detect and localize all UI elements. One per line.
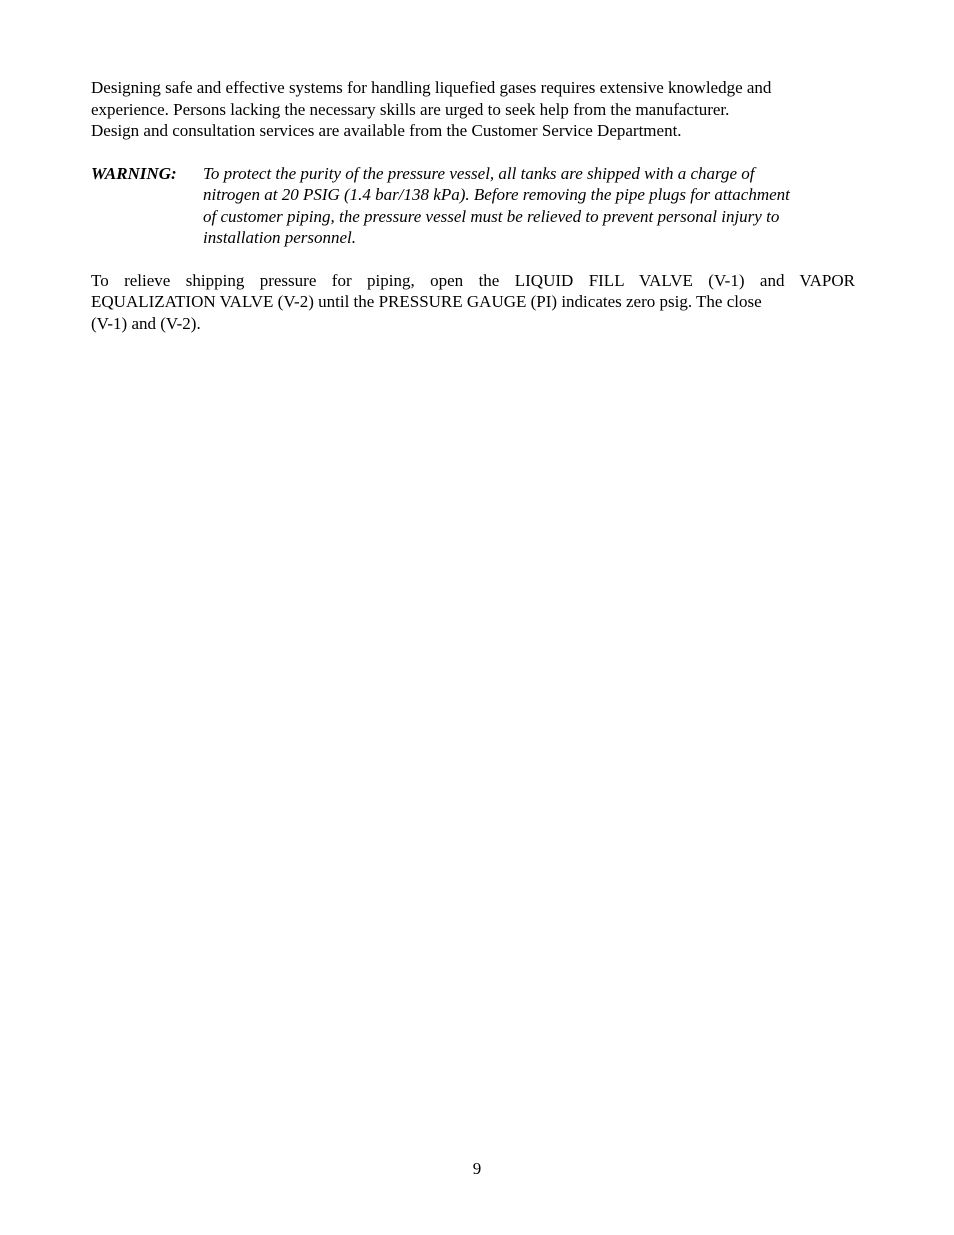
- intro-line: experience. Persons lacking the necessary skills are urged to seek help from the manufacturer.: [91, 99, 730, 119]
- warning-block: [91, 163, 855, 249]
- relieve-line: (V-1) and (V-2).: [91, 313, 201, 333]
- relieve-pressure-paragraph: [91, 270, 855, 335]
- document-body: [91, 77, 855, 334]
- intro-line: Design and consultation services are available from the Customer Service Department.: [91, 121, 682, 140]
- page-number: 9: [472, 1159, 482, 1178]
- intro-line: Designing safe and effective systems for handling liquefied gases requires extensive knowledge and: [91, 78, 772, 97]
- relieve-line: EQUALIZATION VALVE (V-2) until the PRESSURE GAUGE (PI) indicates zero psig. The close: [91, 292, 762, 311]
- intro-paragraph: [91, 77, 855, 142]
- relieve-line: To relieve shipping pressure for piping, open the LIQUID FILL VALVE (V-1) and VAPOR: [91, 270, 855, 290]
- warning-text: [203, 163, 855, 249]
- warning-line: To protect the purity of the pressure vessel, all tanks are shipped with a charge of: [203, 163, 755, 183]
- warning-line: of customer piping, the pressure vessel must be relieved to prevent personal injury to: [203, 206, 780, 226]
- warning-label: WARNING:: [91, 163, 177, 183]
- warning-line: installation personnel.: [203, 228, 356, 247]
- warning-line: nitrogen at 20 PSIG (1.4 bar/138 kPa). Before removing the pipe plugs for attachment: [203, 185, 790, 204]
